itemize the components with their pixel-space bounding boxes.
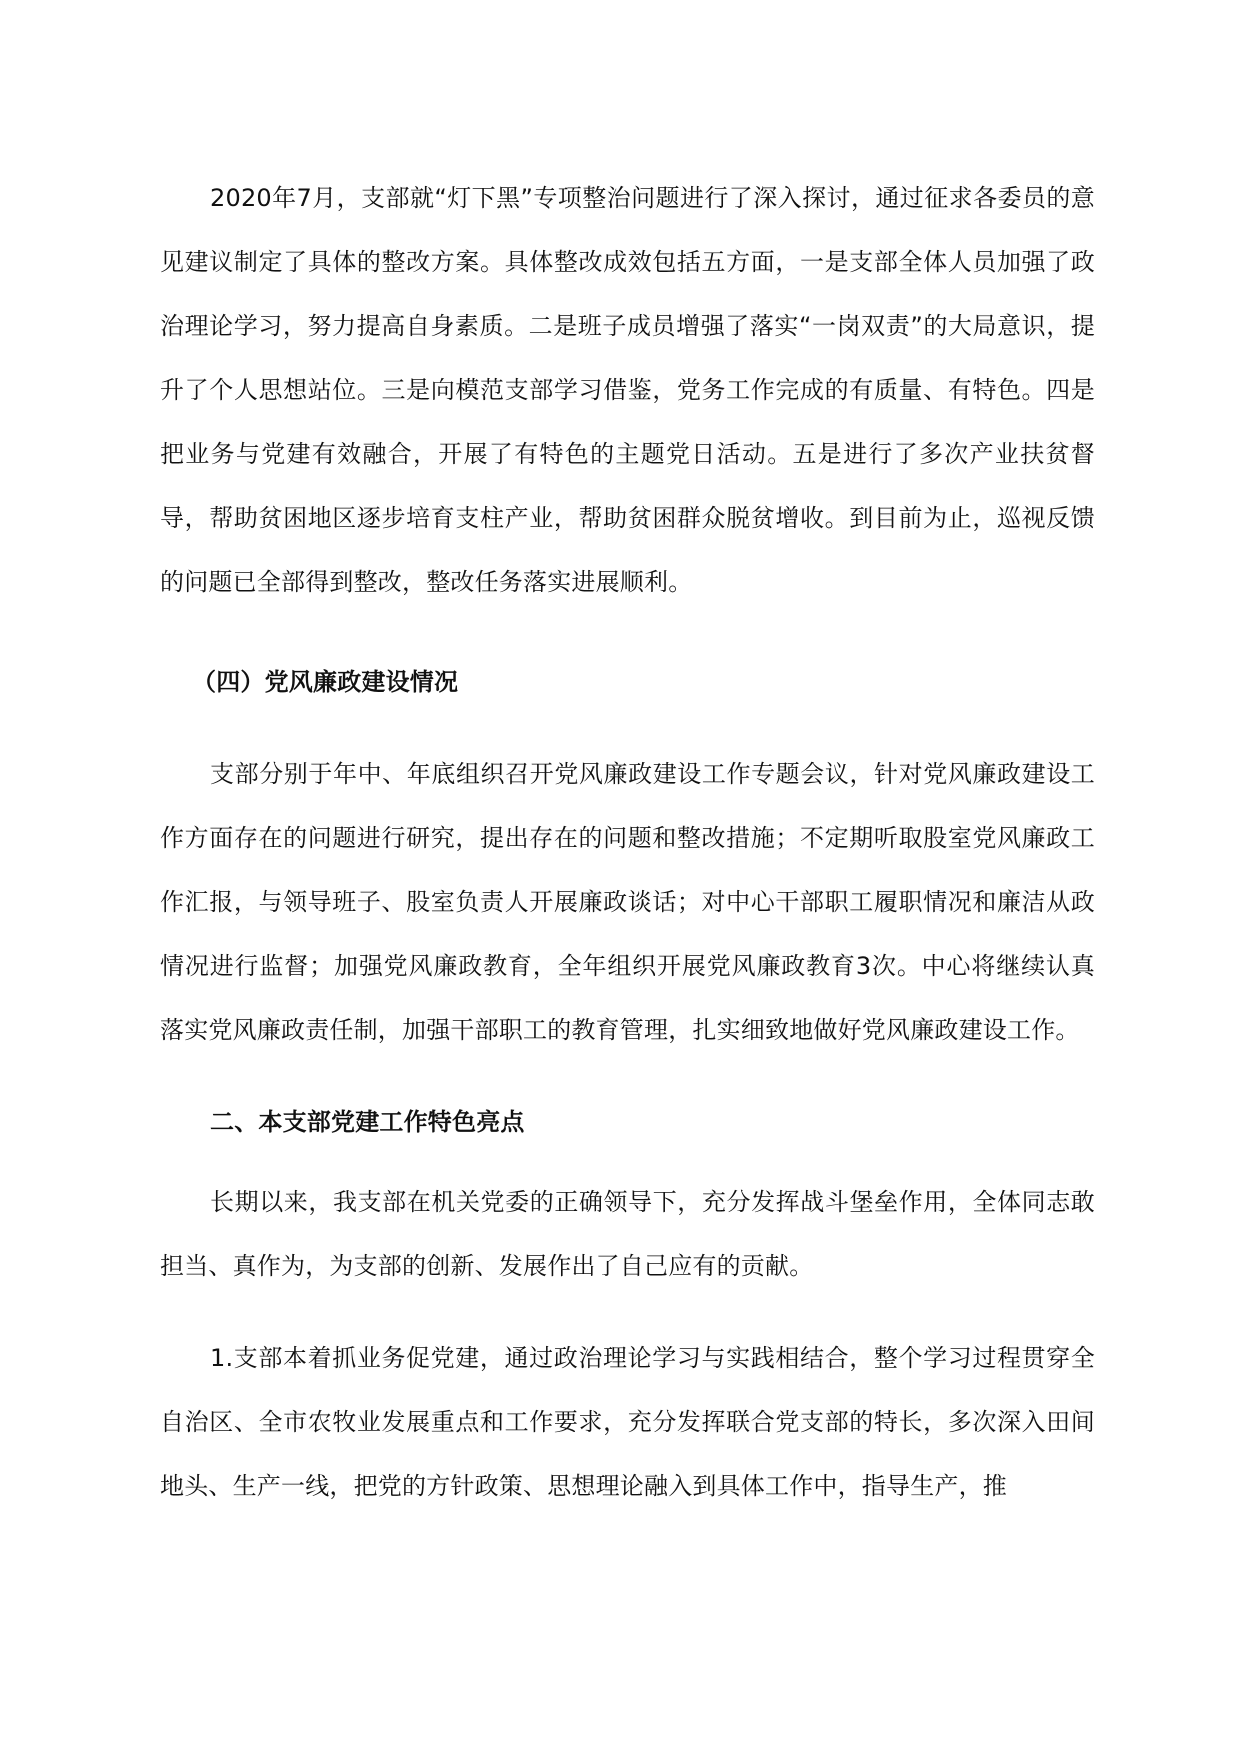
spacer <box>160 1062 1095 1090</box>
spacer <box>160 714 1095 742</box>
section-heading-integrity: （四）党风廉政建设情况 <box>192 668 459 696</box>
document-page <box>160 166 1095 1518</box>
spacer <box>160 614 1095 650</box>
paragraph-rectification: 2020年7月，支部就“灯下黑”专项整治问题进行了深入探讨，通过征求各委员的意见建议制定了具体的整改方案。具体整改成效包括五方面，一是支部全体人员加强了政治理论学习，努力提高自身素质。二是班子成员增强了落实“一岗双责”的大局意识，提升了个人思想站位。三是向模范支部学习借鉴，党务工作完成的有质量、有特色。四是把业务与党建有效融合，开展了有特色的主题党日活动。五是进行了多次产业扶贫督导，帮助贫困地区逐步培育支柱产业，帮助贫困群众脱贫增收。到目前为止，巡视反馈的问题已全部得到整改，整改任务落实进展顺利。 <box>160 184 1095 596</box>
paragraph-highlight-1: 1.支部本着抓业务促党建，通过政治理论学习与实践相结合，整个学习过程贯穿全自治区、全市农牧业发展重点和工作要求，充分发挥联合党支部的特长，多次深入田间地头、生产一线，把党的方针政策、思想理论融入到具体工作中，指导生产，推 <box>160 1344 1095 1500</box>
spacer <box>160 1298 1095 1326</box>
paragraph-highlights-intro: 长期以来，我支部在机关党委的正确领导下，充分发挥战斗堡垒作用，全体同志敢担当、真作为，为支部的创新、发展作出了自己应有的贡献。 <box>160 1188 1095 1280</box>
paragraph-integrity: 支部分别于年中、年底组织召开党风廉政建设工作专题会议，针对党风廉政建设工作方面存在的问题进行研究，提出存在的问题和整改措施；不定期听取股室党风廉政工作汇报，与领导班子、股室负责人开展廉政谈话；对中心干部职工履职情况和廉洁从政情况进行监督；加强党风廉政教育，全年组织开展党风廉政教育3次。中心将继续认真落实党风廉政责任制，加强干部职工的教育管理，扎实细致地做好党风廉政建设工作。 <box>160 760 1095 1044</box>
spacer <box>160 1154 1095 1170</box>
section-heading-highlights: 二、本支部党建工作特色亮点 <box>210 1108 525 1136</box>
